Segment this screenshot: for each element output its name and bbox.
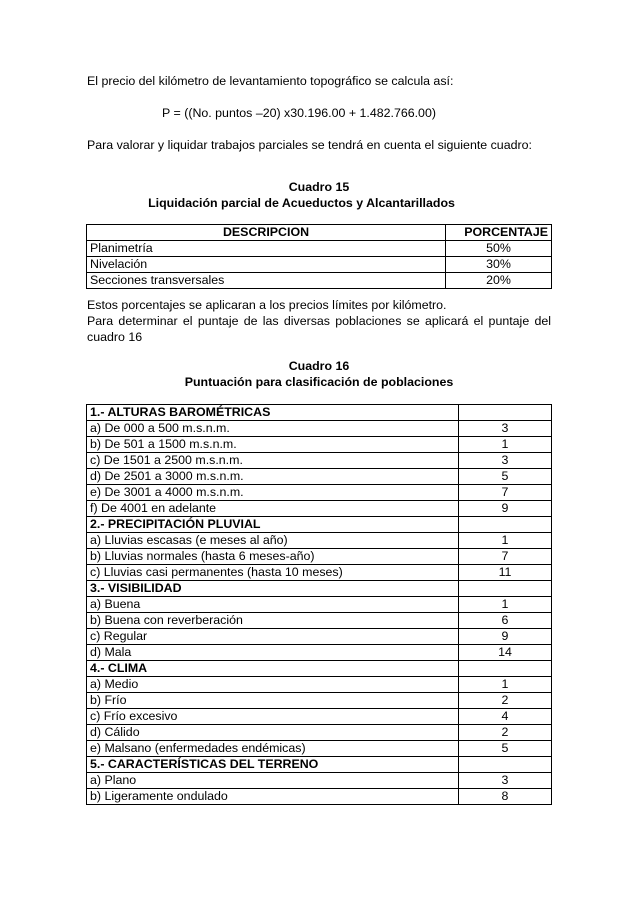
table-row xyxy=(87,273,552,289)
item-label: a) Medio xyxy=(87,677,459,693)
item-score: 5 xyxy=(459,741,552,757)
row-desc: Nivelación xyxy=(87,257,446,273)
section-heading-row xyxy=(87,517,552,533)
cuadro15-table xyxy=(86,224,552,289)
item-score: 1 xyxy=(459,437,552,453)
table-row xyxy=(87,485,552,501)
table-row xyxy=(87,257,552,273)
item-score: 7 xyxy=(459,485,552,501)
item-score: 9 xyxy=(459,629,552,645)
item-label: d) De 2501 a 3000 m.s.n.m. xyxy=(87,469,459,485)
item-score: 5 xyxy=(459,469,552,485)
cuadro16-title: Puntuación para clasificación de poblaciones xyxy=(184,375,454,389)
table-row xyxy=(87,421,552,437)
row-pct: 50% xyxy=(446,241,552,257)
header-porcentaje: PORCENTAJE xyxy=(446,225,552,241)
item-label: a) Plano xyxy=(87,773,459,789)
table-row xyxy=(87,773,552,789)
item-label: c) Frío excesivo xyxy=(87,709,459,725)
item-label: c) Regular xyxy=(87,629,459,645)
table-row xyxy=(87,453,552,469)
table-row xyxy=(87,789,552,805)
item-label: a) De 000 a 500 m.s.n.m. xyxy=(87,421,459,437)
table-row xyxy=(87,437,552,453)
table-row xyxy=(87,613,552,629)
table-row xyxy=(87,549,552,565)
item-score: 3 xyxy=(459,421,552,437)
item-label: e) Malsano (enfermedades endémicas) xyxy=(87,741,459,757)
section-heading-row xyxy=(87,757,552,773)
item-score: 3 xyxy=(459,453,552,469)
section-heading: 2.- PRECIPITACIÓN PLUVIAL xyxy=(87,517,459,533)
item-label: e) De 3001 a 4000 m.s.n.m. xyxy=(87,485,459,501)
item-label: b) Ligeramente ondulado xyxy=(87,789,459,805)
item-label: a) Buena xyxy=(87,597,459,613)
item-label: b) Buena con reverberación xyxy=(87,613,459,629)
table-row xyxy=(87,565,552,581)
item-score: 9 xyxy=(459,501,552,517)
item-score: 2 xyxy=(459,693,552,709)
cuadro15-title: Liquidación parcial de Acueductos y Alcantarillados xyxy=(148,196,455,210)
row-pct: 30% xyxy=(446,257,552,273)
cuadro15-number: Cuadro 15 xyxy=(288,180,350,194)
item-score: 3 xyxy=(459,773,552,789)
row-desc: Secciones transversales xyxy=(87,273,446,289)
item-label: a) Lluvias escasas (e meses al año) xyxy=(87,533,459,549)
item-score: 4 xyxy=(459,709,552,725)
table-row xyxy=(87,741,552,757)
section-heading: 5.- CARACTERÍSTICAS DEL TERRENO xyxy=(87,757,459,773)
section-heading: 3.- VISIBILIDAD xyxy=(87,581,459,597)
table-row xyxy=(87,645,552,661)
item-score: 7 xyxy=(459,549,552,565)
after-text-2: Para determinar el puntaje de las diversas poblaciones se aplicará el puntaje del cuadro 16 xyxy=(87,314,551,344)
item-score: 11 xyxy=(459,565,552,581)
item-score: 6 xyxy=(459,613,552,629)
table-row xyxy=(87,501,552,517)
table-row xyxy=(87,725,552,741)
table-row xyxy=(87,693,552,709)
item-score: 1 xyxy=(459,533,552,549)
table-row xyxy=(87,533,552,549)
item-label: d) Mala xyxy=(87,645,459,661)
item-label: c) Lluvias casi permanentes (hasta 10 meses) xyxy=(87,565,459,581)
table-row xyxy=(87,597,552,613)
cuadro16-table xyxy=(86,404,552,805)
section-heading-row xyxy=(87,581,552,597)
item-label: f) De 4001 en adelante xyxy=(87,501,459,517)
item-score: 1 xyxy=(459,597,552,613)
item-label: b) De 501 a 1500 m.s.n.m. xyxy=(87,437,459,453)
row-desc: Planimetría xyxy=(87,241,446,257)
item-label: b) Frío xyxy=(87,693,459,709)
header-descripcion: DESCRIPCION xyxy=(87,225,446,241)
partial-note-text: Para valorar y liquidar trabajos parciales se tendrá en cuenta el siguiente cuadro: xyxy=(87,138,532,152)
item-score: 2 xyxy=(459,725,552,741)
intro-text: El precio del kilómetro de levantamiento topográfico se calcula así: xyxy=(87,74,454,88)
formula-text: P = ((No. puntos –20) x30.196.00 + 1.482.766.00) xyxy=(162,106,436,120)
item-label: c) De 1501 a 2500 m.s.n.m. xyxy=(87,453,459,469)
section-heading-row xyxy=(87,405,552,421)
item-label: d) Cálido xyxy=(87,725,459,741)
row-pct: 20% xyxy=(446,273,552,289)
cuadro16-number: Cuadro 16 xyxy=(288,359,350,373)
table-header-row xyxy=(87,225,552,241)
item-score: 8 xyxy=(459,789,552,805)
table-row xyxy=(87,469,552,485)
table-row xyxy=(87,241,552,257)
after-text-1: Estos porcentajes se aplicaran a los precios límites por kilómetro. xyxy=(87,298,447,312)
section-heading: 4.- CLIMA xyxy=(87,661,459,677)
section-heading-row xyxy=(87,661,552,677)
table-row xyxy=(87,709,552,725)
table-row xyxy=(87,677,552,693)
section-heading: 1.- ALTURAS BAROMÉTRICAS xyxy=(87,405,459,421)
item-score: 1 xyxy=(459,677,552,693)
item-score: 14 xyxy=(459,645,552,661)
table-row xyxy=(87,629,552,645)
item-label: b) Lluvias normales (hasta 6 meses-año) xyxy=(87,549,459,565)
